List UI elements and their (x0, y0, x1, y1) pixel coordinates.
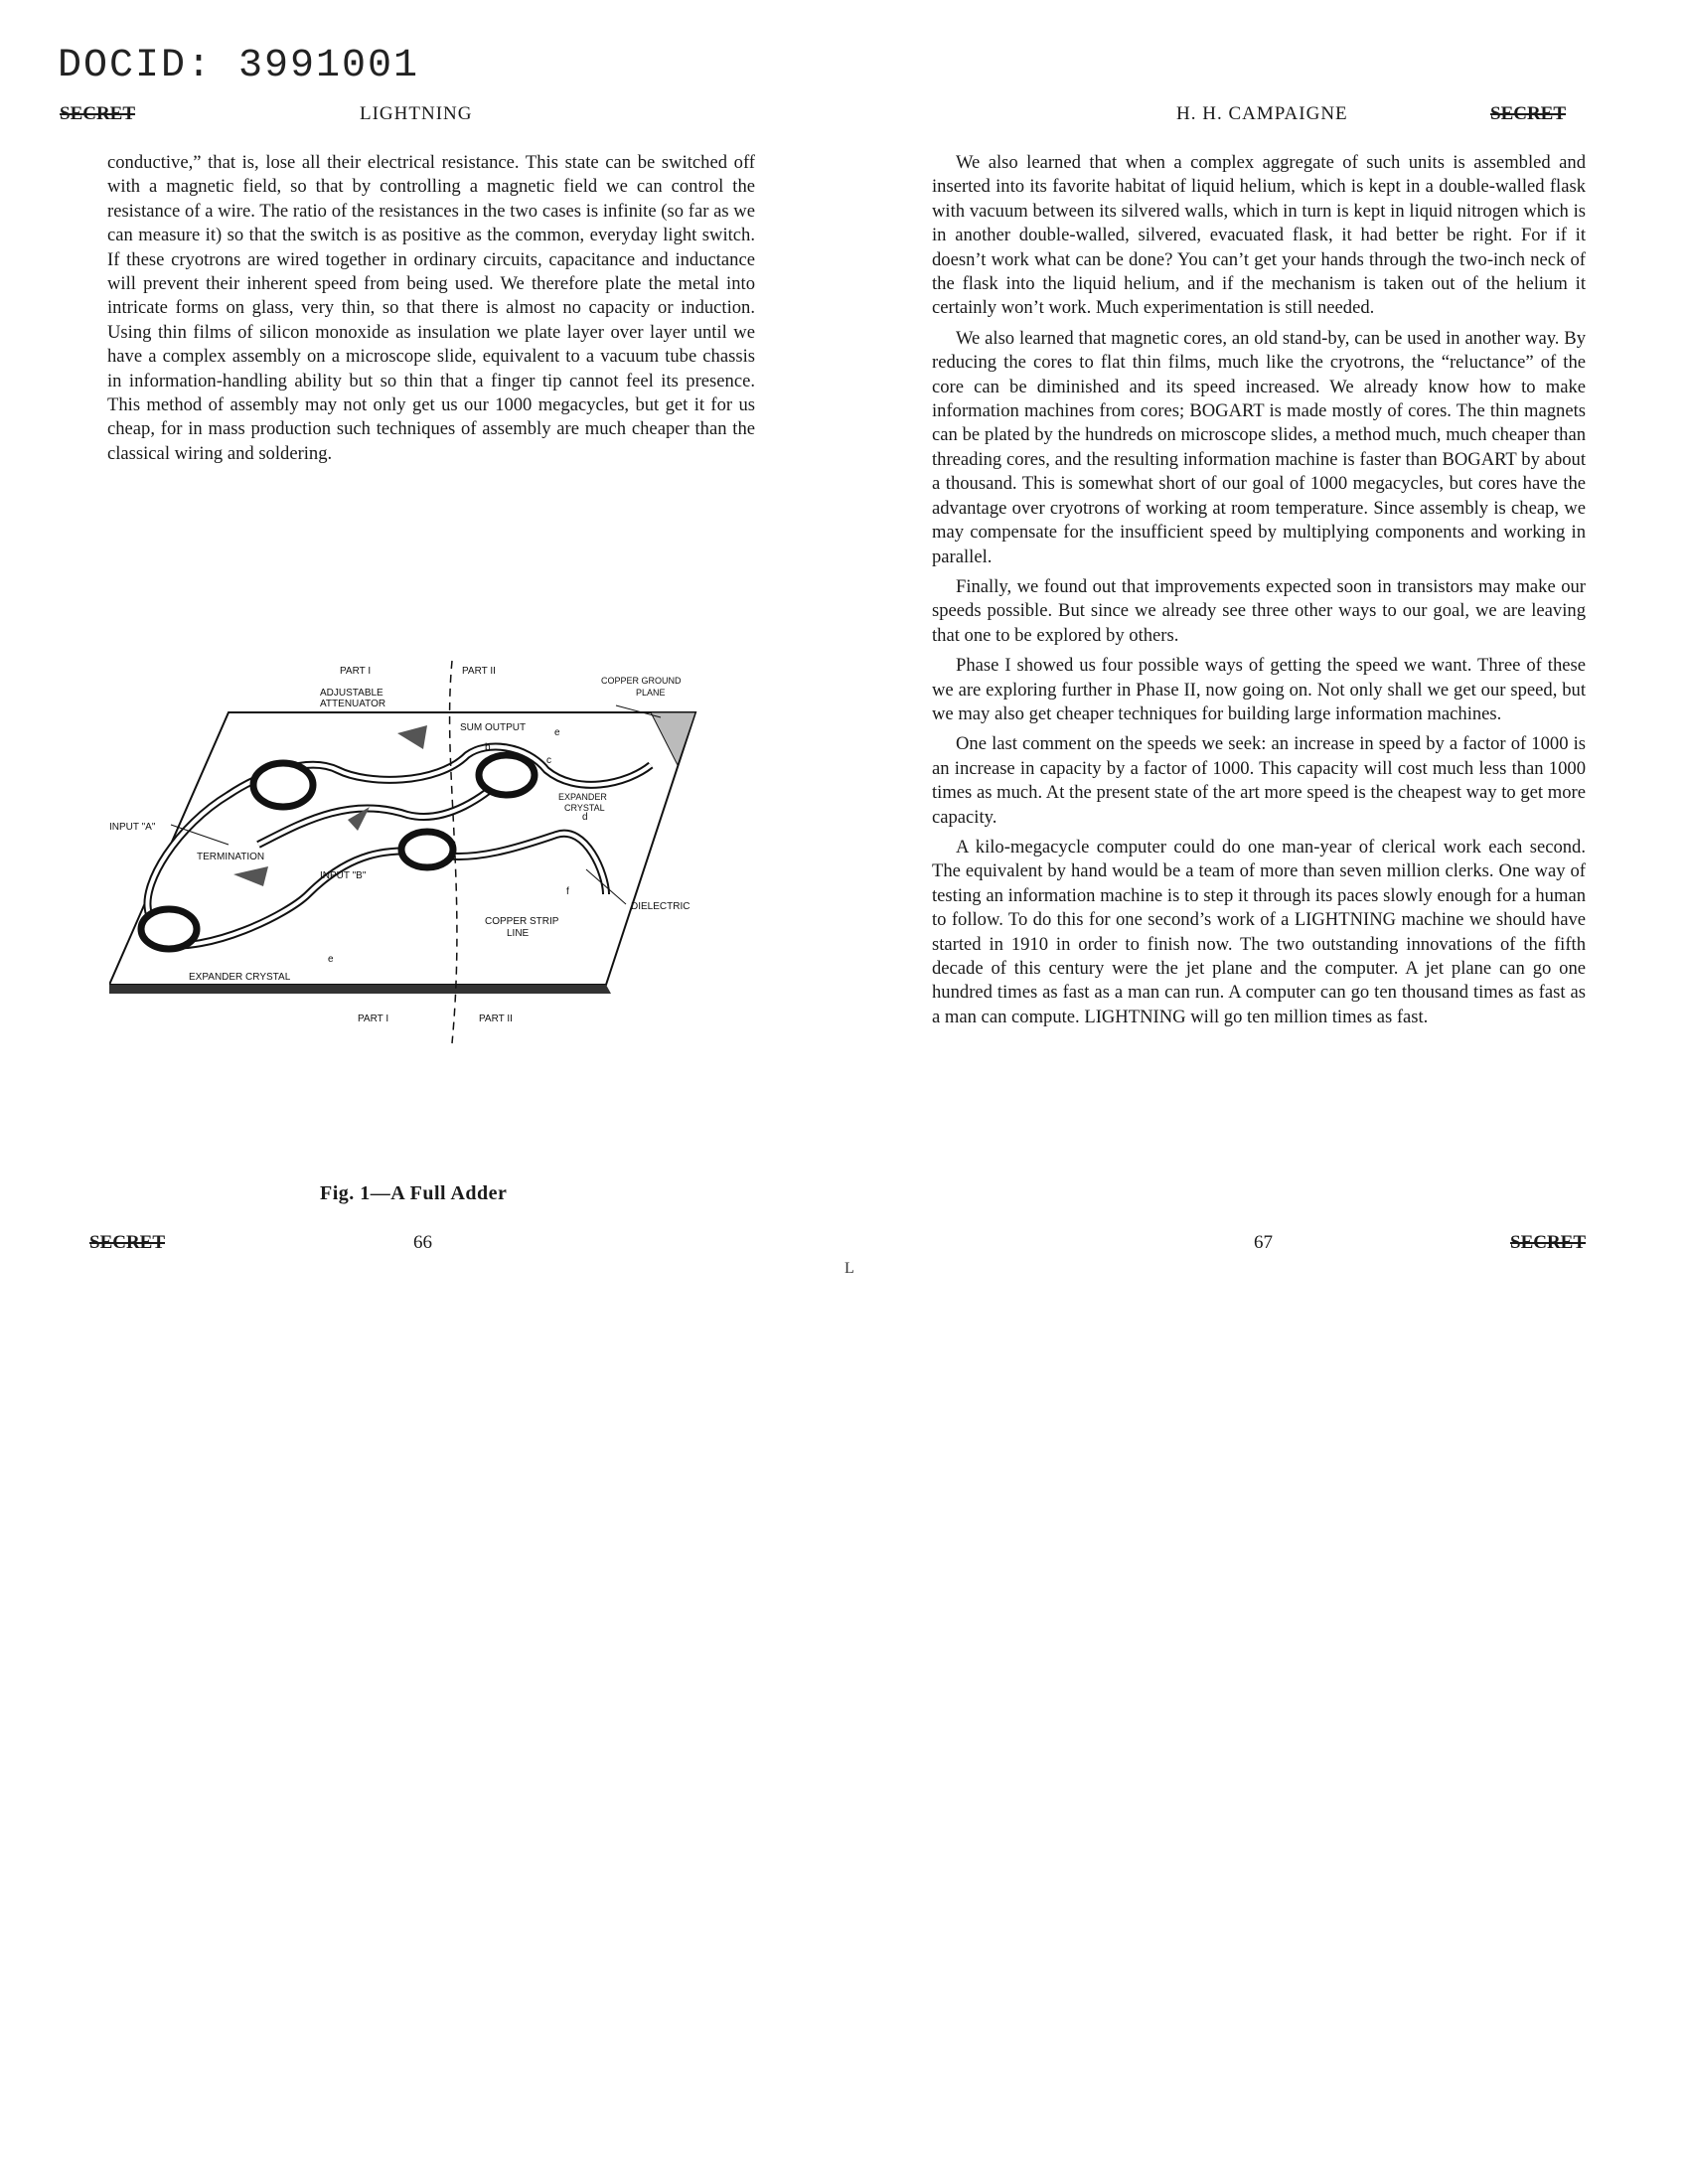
left-running-header: LIGHTNING (360, 103, 473, 124)
label-expander-right-1: EXPANDER (558, 792, 607, 802)
gutter-mark: L (844, 1260, 854, 1277)
figure-caption: Fig. 1—A Full Adder (320, 1182, 508, 1204)
right-paragraph-3: Finally, we found out that improvements expected soon in transistors may make our speeds possible. But since we already see three other ways to our goal, we are leaving that one to be explored by others. (932, 575, 1586, 646)
secret-stamp-left: SECRET (60, 103, 136, 124)
left-paragraph-1: conductive,” that is, lose all their electrical resistance. This state can be switched off with a magnetic field, so that by controlling a magnetic field we can control the resistance of a wire. The ratio of the resistances in the two cases is infinite (so far as we can measure it) so that the switch is as positive as the common, everyday light switch. If these cryotrons are wired together in ordinary circuits, capacitance and inductance will prevent their inherent speed from being used. We therefore plate the metal into intricate forms on glass, very thin, so that there is almost no capacity or induction. Using thin films of silicon monoxide as insulation we plate layer over layer until we have a complex assembly on a microscope slide, equivalent to a vacuum tube chassis in information-handling ability but so thin that a finger tip cannot feel its presence. This method of assembly may not only get us our 1000 megacycles, but get it for us cheap, for in mass production such techniques of assembly are much cheaper than the classical wiring and soldering. (107, 152, 755, 464)
right-paragraph-5: One last comment on the speeds we seek: an increase in speed by a factor of 1000 is an increase in capacity by a factor of 1000. This capacity will cost much less than 1000 times as much. At the present state of the art more speed is the cheapest way to get more capacity. (932, 733, 1586, 828)
label-plane: PLANE (636, 688, 666, 698)
left-column-text (107, 151, 755, 472)
label-adjustable: ADJUSTABLE (320, 688, 383, 699)
label-part-i-bottom: PART I (358, 1014, 389, 1024)
label-f: f (566, 886, 569, 897)
full-adder-figure (109, 646, 735, 1073)
label-copper-strip: COPPER STRIP (485, 916, 559, 927)
label-input-a: INPUT "A" (109, 822, 156, 833)
right-paragraph-1: We also learned that when a complex aggregate of such units is assembled and inserted into its favorite habitat of liquid helium, which is kept in a double-walled flask with vacuum between its silvered walls, which in turn is kept in liquid nitrogen which is in another double-walled, silvered, evacuated flask, it had better be right. For if it doesn’t work what can be done? You can’t get your hands through the two-inch neck of the flask into the liquid helium, and if the mechanism is taken out of the helium it certainly won’t work. Much experimentation is still needed. (932, 152, 1586, 319)
secret-stamp-right: SECRET (1490, 103, 1567, 124)
label-part-ii-top: PART II (462, 666, 496, 677)
page-number-right: 67 (1254, 1232, 1273, 1253)
label-c: c (546, 755, 551, 766)
label-g: e (328, 954, 334, 965)
page-number-left: 66 (413, 1232, 432, 1253)
label-dielectric: DIELECTRIC (631, 901, 690, 912)
label-e: e (554, 727, 560, 738)
label-attenuator: ATTENUATOR (320, 699, 386, 709)
label-part-ii-bottom: PART II (479, 1014, 513, 1024)
label-line: LINE (507, 928, 530, 939)
label-d: d (582, 812, 588, 823)
label-part-i-top: PART I (340, 666, 372, 677)
right-running-header: H. H. CAMPAIGNE (1176, 103, 1348, 124)
label-b: b (485, 742, 491, 753)
label-copper-ground: COPPER GROUND (601, 676, 682, 686)
secret-stamp-footer-left: SECRET (89, 1232, 166, 1253)
document-id: DOCID: 3991001 (58, 44, 420, 88)
label-expander-bottom: EXPANDER CRYSTAL (189, 972, 291, 983)
right-paragraph-2: We also learned that magnetic cores, an old stand-by, can be used in another way. By reducing the cores to flat thin films, much like the cryotrons, the “reluctance” of the core can be diminished and its speed increased. We already know how to make information machines from cores; BOGART is made mostly of cores. The thin magnets can be plated by the hundreds on microscope slides, a method much, much cheaper than threading cores, and the resulting information machine is faster than BOGART by about a thousand. This is somewhat short of our goal of 1000 megacycles, but cores have the advantage over cryotrons of working at room temperature. Since assembly is cheap, we may compensate for the insufficient speed by multiplying components and working in parallel. (932, 327, 1586, 567)
secret-stamp-footer-right: SECRET (1510, 1232, 1587, 1253)
label-termination: TERMINATION (197, 852, 265, 862)
right-paragraph-4: Phase I showed us four possible ways of getting the speed we want. Three of these we are exploring further in Phase II, now going on. Not only shall we get our speed, but we may also get cheaper techniques for building large information machines. (932, 655, 1586, 724)
right-column-text (932, 151, 1586, 1035)
label-expander-right-2: CRYSTAL (564, 803, 605, 813)
label-sum-output: SUM OUTPUT (460, 722, 527, 733)
right-paragraph-6: A kilo-megacycle computer could do one man-year of clerical work each second. The equivalent by hand would be a team of more than seven million clerks. One way of testing an information machine is to step it through its paces slowly enough for a human to follow. To do this for one second’s work of a LIGHTNING machine we should have started in 1910 in order to finish now. The two outstanding innovations of the fifth decade of this century were the jet plane and the computer. A jet plane can go one hundred times as fast as a man can run. A computer can go ten thousand times as fast as a man can compute. LIGHTNING will go ten million times as fast. (932, 836, 1586, 1027)
label-input-b: INPUT "B" (320, 870, 367, 881)
